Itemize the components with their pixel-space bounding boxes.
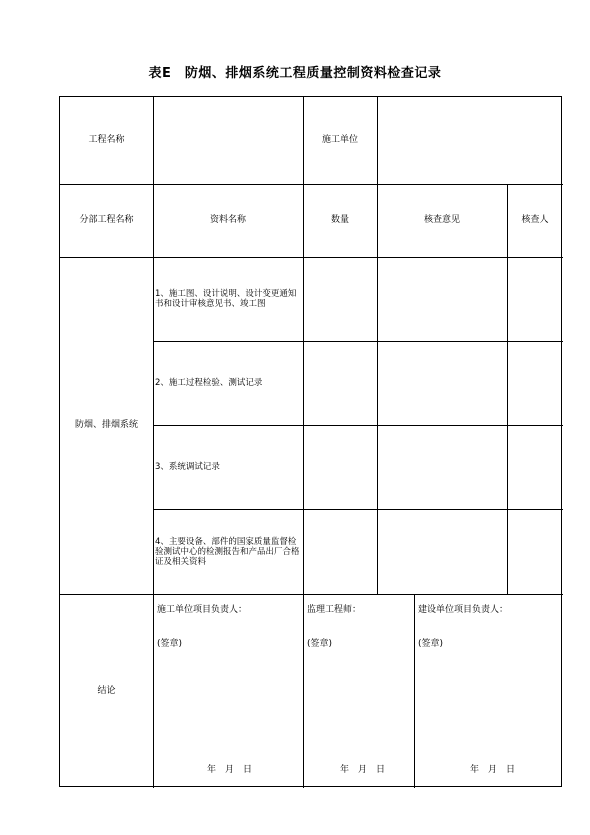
column-divider (303, 594, 304, 788)
table-row-quantity (303, 341, 377, 425)
column-header-doc-name: 资料名称 (209, 215, 246, 225)
supervisor-date-label: 年 月 日 (340, 765, 386, 775)
sub-project-name: 防烟、排烟系统 (74, 420, 138, 430)
doc-name-text: 4、主要设备、部件的国家质量监督检验测试中心的检测报告和产品出厂合格证及相关资料 (155, 536, 300, 567)
table-row-checker (507, 425, 563, 509)
table-row-quantity (303, 257, 377, 341)
doc-name-text: 2、施工过程检验、测试记录 (155, 378, 263, 388)
column-header-opinion: 核查意见 (423, 215, 460, 225)
supervisor-seal-label: (签章) (307, 639, 333, 649)
table-row-checker (507, 341, 563, 425)
table-row-doc-name (153, 509, 303, 594)
supervisor-label: 监理工程师： (307, 605, 362, 615)
table-row-opinion (377, 509, 507, 594)
table-row-quantity (303, 509, 377, 594)
contractor-date-label: 年 月 日 (207, 765, 253, 775)
doc-name-text: 1、施工图、设计说明、设计变更通知书和设计审核意见书、竣工图 (155, 289, 297, 309)
owner-lead-label: 建设单位项目负责人： (418, 605, 509, 615)
page-title: 表E 防烟、排烟系统工程质量控制资料检查记录 (148, 66, 442, 81)
table-row-doc-name (153, 341, 303, 425)
owner-seal-label: (签章) (418, 639, 444, 649)
owner-date-label: 年 月 日 (470, 765, 516, 775)
contractor-label: 施工单位 (321, 135, 358, 145)
project-name-label: 工程名称 (88, 135, 125, 145)
table-row-checker (507, 257, 563, 341)
table-row-doc-name (153, 257, 303, 341)
table-row-opinion (377, 341, 507, 425)
column-header-quantity: 数量 (330, 215, 349, 225)
column-divider (414, 594, 415, 788)
table-row-quantity (303, 425, 377, 509)
inspection-record-table (59, 96, 562, 787)
project-name-value (153, 97, 303, 184)
column-header-sub-project: 分部工程名称 (79, 215, 134, 225)
contractor-seal-label: (签章) (157, 639, 183, 649)
doc-name-text: 3、系统调试记录 (155, 462, 220, 472)
conclusion-label: 结论 (97, 685, 116, 696)
table-row-opinion (377, 257, 507, 341)
column-header-checker: 核查人 (521, 215, 549, 225)
contractor-lead-label: 施工单位项目负责人： (157, 605, 248, 615)
table-row-doc-name (153, 425, 303, 509)
table-row-checker (507, 509, 563, 594)
contractor-value (377, 97, 563, 184)
table-row-opinion (377, 425, 507, 509)
